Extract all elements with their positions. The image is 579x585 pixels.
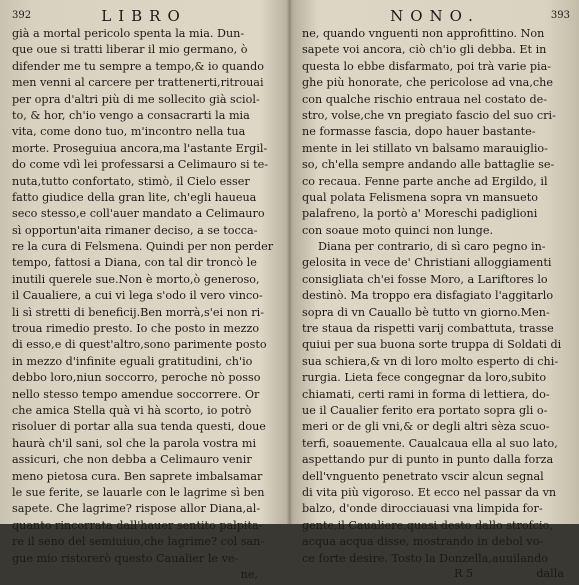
text-line: men venni al carcere per trattenerti,ritrouai: [12, 76, 264, 90]
text-line: con soaue moto quinci non lunge.: [302, 223, 494, 237]
text-line: stro, volse,che vn pregiato fascio del suo cri-: [302, 108, 556, 122]
text-line: le sue ferite, se lauarle con le lagrime sì ben: [12, 485, 265, 499]
left-page-number: 392: [12, 10, 32, 21]
right-running-head: NONO.: [390, 7, 480, 25]
text-line: ne,: [240, 567, 258, 581]
text-line: co recaua. Fenne parte anche ad Ergildo, il: [302, 174, 548, 188]
text-line: di vita più vigoroso. Et ecco nel passar da vn: [302, 485, 557, 499]
text-line: ue il Caualier ferito era portato sopra gli o-: [302, 403, 548, 417]
text-line: meno pietosa cura. Ben saprete imbalsamar: [12, 469, 263, 483]
text-line: balzo, d'onde dirocciauasi vna limpida for-: [302, 502, 543, 516]
right-page-text: [298, 26, 572, 567]
text-line: acqua acqua disse, mostrando in debol vo-: [302, 535, 544, 549]
left-page-header: [6, 6, 282, 26]
text-line: to, & hor, ch'io vengo a consacrarti la mia: [12, 108, 250, 122]
text-line: meri or de gli vni,& or degli altri sèza scuo-: [302, 420, 550, 434]
text-line: nello stesso tempo amendue soccorrere. Or: [12, 387, 260, 401]
catchword: dalla: [536, 566, 564, 580]
text-line: dell'vnguento penetrato vscir alcun segnal: [302, 469, 544, 483]
text-line: fatto giudice della gran lite, ch'egli haueua: [12, 190, 257, 204]
text-line: Diana per contrario, di sì caro pegno in-: [318, 240, 546, 254]
text-line: già a mortal pericolo spenta la mia. Dun-: [12, 27, 245, 40]
text-line: con qualche rischio entraua nel costato de-: [302, 92, 548, 106]
text-line: risoluer di portar alla sua tenda questi, doue: [12, 420, 266, 434]
text-line: quanto rincorrata dall'hauer sentito palpita-: [12, 518, 263, 532]
text-line: mente in lei stillato vn balsamo marauiglio-: [302, 141, 548, 155]
text-line: difender me tu sempre a tempo,& io quando: [12, 59, 265, 73]
text-line: re la cura di Felsmena. Quindi per non perder: [12, 240, 274, 254]
text-line: inutili querele sue.Non è morto,ò generoso,: [12, 272, 260, 286]
text-line: ne formasse fascia, dopo hauer bastante-: [302, 125, 536, 139]
left-running-head: LIBRO: [101, 7, 187, 25]
text-line: li sì stretti di beneficij.Ben morrà,s'ei non ri-: [12, 305, 265, 319]
left-page: [6, 6, 282, 581]
text-line: di esso,e di quest'altro,sono parimente posto: [12, 338, 267, 352]
text-line: debbo loro,niun soccorro, peroche nò posso: [12, 371, 261, 385]
text-line: sua schiera,& vn di loro molto esperto di chi-: [302, 354, 559, 368]
text-line: che amica Stella quà vi hà scorto, io potrò: [12, 403, 252, 417]
text-line: so, ch'ella sempre andando alle battaglie se-: [302, 158, 555, 172]
text-line: consigliata ch'ei fosse Moro, a Lariftores lo: [302, 272, 548, 286]
text-line: gue mio ristorerò questo Caualier le ve-: [12, 551, 239, 565]
text-line: nuta,tutto confortato, stimò, il Cielo esser: [12, 174, 250, 188]
right-page-header: [298, 6, 572, 26]
text-line: que oue si tratti liberar il mio germano, ò: [12, 43, 248, 57]
text-line: vita, come dono tuo, m'incontro nella tua: [12, 125, 246, 139]
text-line: seco stesso,e coll'auer mandato a Celimauro: [12, 207, 265, 221]
text-line: gelosita in vece de' Christiani alloggiamenti: [302, 256, 552, 270]
text-line: do come vdì lei professarsi a Celimauro si te-: [12, 158, 269, 172]
text-line: morte. Proseguiua ancora,ma l'astante Ergil-: [12, 141, 268, 155]
text-line: chiamati, certi rami in forma di lettiera, do-: [302, 387, 550, 401]
text-line: troua rimedio presto. Io che posto in mezzo: [12, 322, 260, 336]
text-line: tempo, fattosi a Diana, con tal dir troncò le: [12, 256, 257, 270]
signature-mark: R 5: [454, 566, 474, 580]
text-line: sopra di vn Cauallo bè tutto vn giorno.Men-: [302, 305, 550, 319]
text-line: qual polata Felismena sopra vn mansueto: [302, 190, 538, 204]
text-line: assicuri, che non debba a Celimauro venir: [12, 453, 252, 467]
text-line: aspettando pur di punto in punto dalla forza: [302, 453, 554, 467]
text-line: terfi, soauemente. Caualcaua ella al suo lato,: [302, 436, 558, 450]
text-line: rurgia. Lieta fece congegnar da loro,subito: [302, 371, 547, 385]
text-line: tre staua da rispetti varij combattuta, trasse: [302, 322, 554, 336]
text-line: il Caualiere, a cui vi lega s'odo il vero vinco-: [12, 289, 263, 303]
text-line: sì opportun'aita rimaner deciso, a se tocca-: [12, 223, 258, 237]
text-line: destinò. Ma troppo era disfagiato l'aggitarlo: [302, 289, 554, 303]
right-page-number: 393: [550, 10, 570, 21]
text-line: haurà ch'il sani, sol che la parola vostra mi: [12, 436, 257, 450]
right-page-footer: [298, 567, 572, 585]
text-line: per opra d'altri più di me sollecito già sciol-: [12, 92, 260, 106]
right-page: [298, 6, 572, 580]
text-line: questa lo ebbe disfarmato, poi trà varie pia-: [302, 59, 552, 73]
text-line: sapete voi ancora, ciò ch'io gli debba. Et in: [302, 43, 547, 57]
text-line: ghe più honorate, che pericolose ad vna,che: [302, 76, 553, 90]
text-line: in mezzo d'infinite eguali gratitudini, ch'io: [12, 354, 253, 368]
text-line: quiui per sua buona sorte truppa di Soldati di: [302, 338, 562, 352]
text-line: ce forte desire. Tosto la Donzella,auuilando: [302, 551, 548, 565]
left-page-text: [6, 26, 282, 583]
text-line: sapete. Che lagrime? rispose allor Diana,al-: [12, 502, 261, 516]
text-line: palafreno, la portò a' Moreschi padiglioni: [302, 207, 538, 221]
text-line: re il seno del semiuiuo,che lagrime? col san-: [12, 535, 265, 549]
text-line: gente,il Caualiere,quasi desto dallo strofcio,: [302, 518, 553, 532]
text-line: ne, quando vnguenti non approfittino. Non: [302, 27, 545, 40]
